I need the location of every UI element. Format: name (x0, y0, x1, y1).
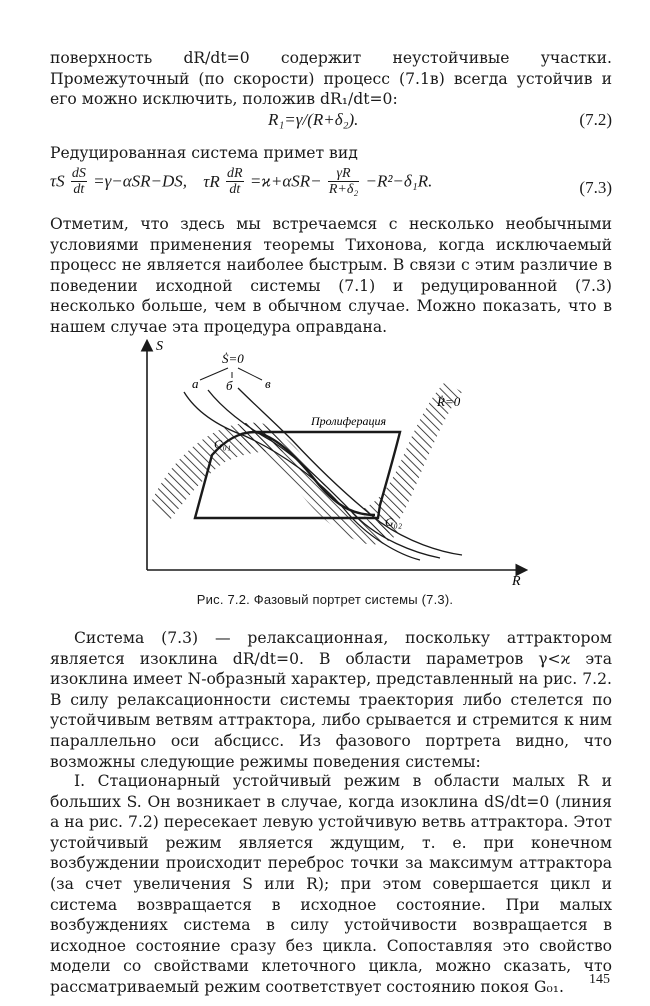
equation-7-3-part1: =γ−αSR−DS, (93, 171, 188, 191)
fraction-dr-numerator: dR (227, 166, 243, 181)
equation-7-3 (50, 166, 612, 210)
equation-7-3-number: (7.3) (579, 178, 612, 197)
equation-7-2-number: (7.2) (579, 110, 612, 129)
label-pointer-v (238, 368, 262, 380)
line-a-label: a (192, 376, 199, 391)
proliferation-label: Пролиферация (311, 414, 387, 428)
fraction-gamma-r (328, 166, 359, 197)
paragraph-1: поверхность dR/dt=0 содержит неустойчивые участки. Промежуточный (по скорости) процесс (7.1в) всегда устойчив и его можно исключить, положив dR₁/dt=0: (50, 49, 612, 109)
g01-label: G₀₁ (214, 437, 232, 451)
fraction-ds-denominator: dt (73, 182, 85, 197)
tau-r: τR (203, 171, 220, 191)
s-axis-label: S (156, 339, 163, 354)
fraction-ds-numerator: dS (71, 166, 86, 181)
fraction-ds-dt (71, 166, 87, 197)
r-axis-label: R (512, 574, 521, 589)
label-pointer-a (200, 368, 228, 380)
equation-7-2-text: R₁=γ/(R+δ₂). (268, 110, 359, 129)
fraction-dr-dt (226, 166, 244, 197)
fraction-gamma-r-denominator: R+δ₂ (328, 182, 359, 197)
paragraph-5: I. Стационарный устойчивый режим в области малых R и больших S. Он возникает в случае, когда изоклина dS/dt=0 (линия a на рис. 7.2) пересекает левую устойчивую ветвь аттрактора. Этот устойчивый режим является ждущим, т. е. при конечном возбуждении происходит переброс точки за максимум аттрактора (за счет увеличения S или R); при этом совершается цикл и система возвращается в исходное состояние. При малых возбуждениях система в силу устойчивости возвращается в исходное состояние сразу без цикла. Сопоставляя это свойство модели со свойствами клеточного цикла, можно сказать, что рассматриваемый режим соответствует состоянию покоя G₀₁. (50, 772, 612, 996)
line-b-label: б (226, 378, 233, 393)
equation-7-3-part3: −R²−δ₁R. (365, 171, 433, 191)
g02-label: G₀₂ (385, 515, 403, 529)
fraction-gamma-r-numerator: γR (328, 166, 359, 182)
paragraph-4: Система (7.3) — релаксационная, поскольку аттрактором является изоклина dR/dt=0. В области параметров γ<ϰ эта изоклина имеет N-образный характер, представленный на рис. 7.2. В силу релаксационности системы траектория либо стелется по устойчивым ветвям аттрактора, либо срывается и стремится к ним параллельно оси абсцисс. Из фазового портрета видно, что возможны следующие режимы поведения системы: (50, 629, 612, 771)
line-v-label: в (265, 376, 271, 391)
fraction-dr-denominator: dt (229, 182, 241, 197)
page-number: 145 (589, 972, 610, 987)
phase-portrait-figure (0, 330, 650, 590)
isocline-s-label: Ṡ=0 (222, 351, 244, 366)
isocline-r-label: Ṙ=0 (437, 394, 461, 409)
paragraph-3: Отметим, что здесь мы встречаемся с несколько необычными условиями применения теоремы Тихонова, когда исключаемый процесс не является наиболее быстрым. В связи с этим различие в поведении исходной системы (7.1) и редуцированной (7.3) несколько больше, чем в обычном случае. Можно показать, что в нашем случае эта процедура оправдана. (50, 215, 612, 336)
paragraph-2: Редуцированная система примет вид (50, 144, 358, 162)
figure-caption: Рис. 7.2. Фазовый портрет системы (7.3). (196, 592, 454, 607)
tau-s: τS (50, 171, 65, 191)
equation-7-3-part2: =ϰ+αSR− (249, 171, 322, 191)
